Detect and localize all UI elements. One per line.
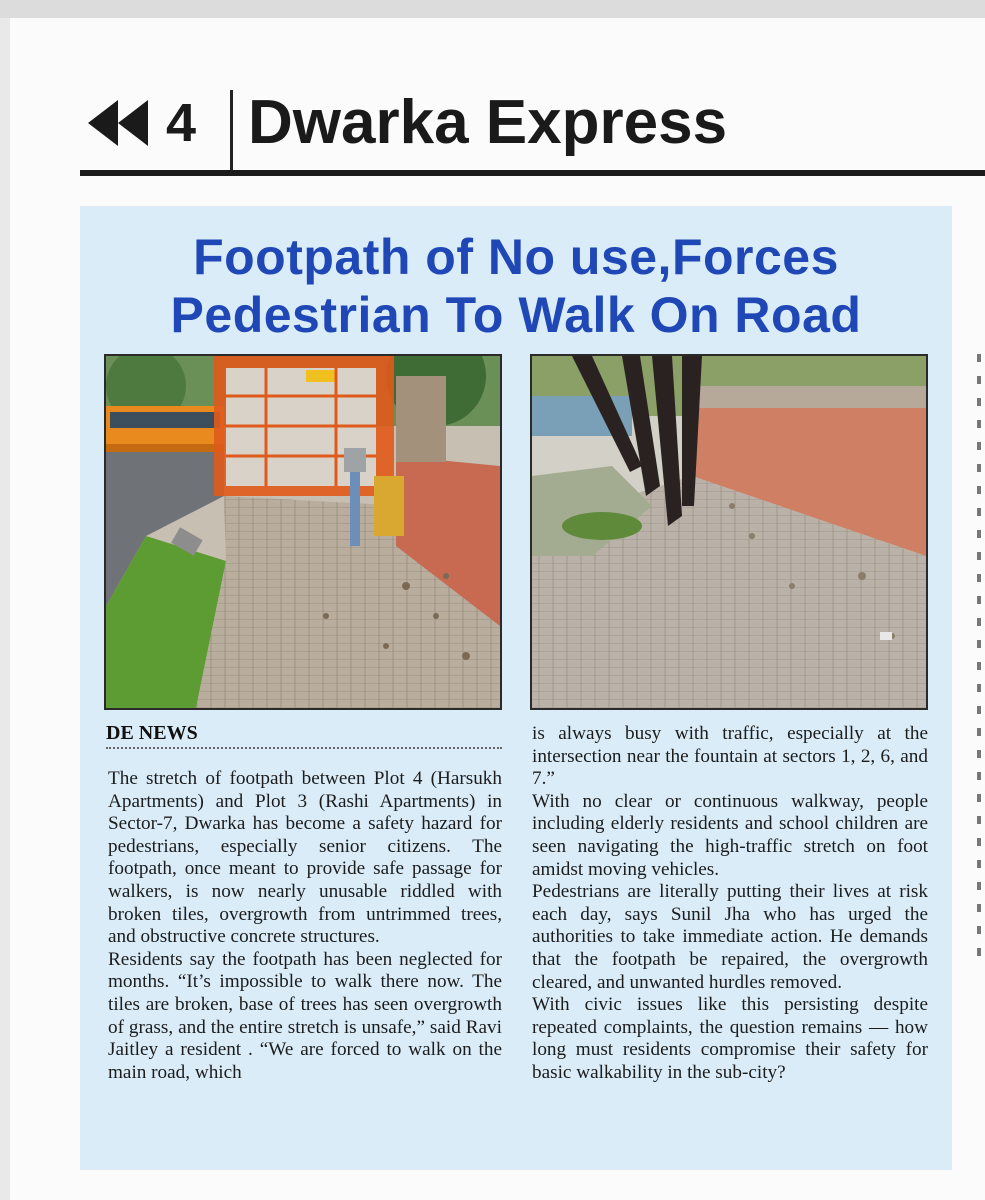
masthead-divider — [230, 90, 233, 170]
paragraph: The stretch of footpath between Plot 4 (Harsukh Apartments) and Plot 3 (Rashi Apartments) in Sector-7, Dwarka has become a safety hazard for pedestrians, especially senior citizens. The footpath, once meant to provide safe passage for walkers, is now nearly unusable riddled with broken tiles, overgrowth from untrimmed trees, and obstructive concrete structures. — [108, 768, 502, 948]
paragraph: Pedestrians are literally putting their lives at risk each day, says Sunil Jha who has urged the authorities to take immediate action. He demands that the footpath be repaired, the overgrowth cleared, and unwanted hurdles removed. — [532, 881, 928, 993]
paragraph: With no clear or continuous walkway, people including elderly residents and school children are seen navigating the high-traffic stretch on foot amidst moving vehicles. — [532, 790, 928, 880]
photo-tree-footpath — [530, 354, 928, 710]
headline-line-2: Pedestrian To Walk On Road — [170, 287, 862, 343]
article-headline — [80, 228, 952, 344]
article-panel — [80, 206, 952, 1170]
masthead — [88, 88, 985, 170]
masthead-rule — [80, 170, 985, 176]
byline-rule — [106, 747, 502, 749]
clipped-adjacent-column — [975, 340, 985, 1160]
paragraph: Residents say the footpath has been neglected for months. “It’s impossible to walk there now. The tiles are broken, base of trees has seen overgrowth of grass, and the entire stretch is unsafe,” said Ravi Jaitley a resident . “We are forced to walk on the main road, which — [108, 948, 502, 1083]
photo-bus-stop-footpath — [104, 354, 502, 710]
page-number: 4 — [166, 93, 197, 153]
article-column-left — [108, 768, 502, 1084]
double-left-arrow-icon — [88, 100, 152, 146]
publication-title: Dwarka Express — [248, 88, 728, 157]
headline-line-1: Footpath of No use,Forces — [193, 229, 839, 285]
article-column-right — [532, 723, 928, 1085]
paragraph: With civic issues like this persisting despite repeated complaints, the question remains — how long must residents compromise their safety for basic walkability in the sub-city? — [532, 994, 928, 1083]
byline: DE NEWS — [106, 722, 198, 744]
paragraph: is always busy with traffic, especially at the intersection near the fountain at sectors 1, 2, 6, and 7.” — [532, 723, 928, 790]
top-band — [0, 0, 985, 18]
